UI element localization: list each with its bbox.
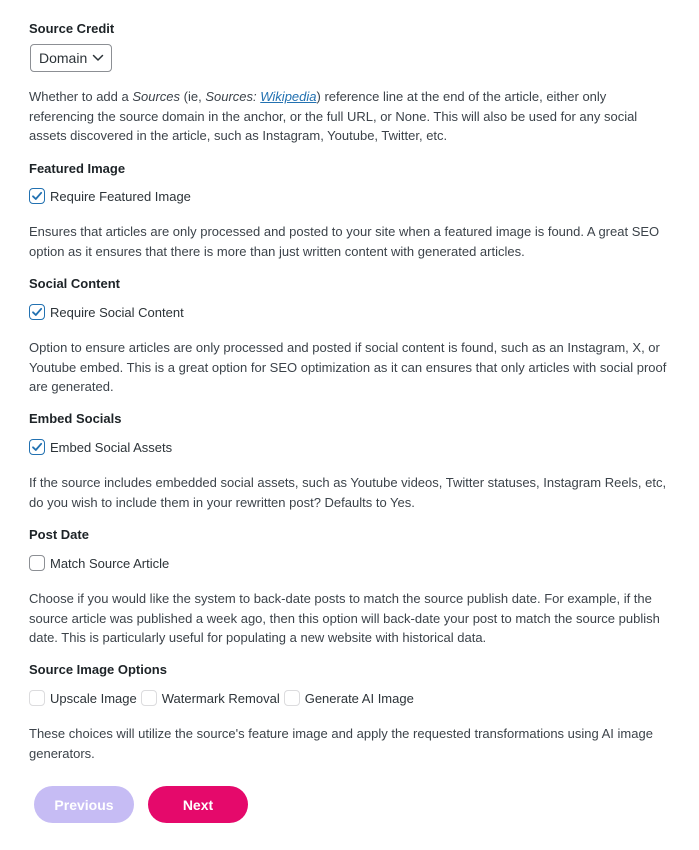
social-content-heading: Social Content <box>29 276 121 291</box>
source-credit-heading: Source Credit <box>29 21 115 36</box>
require-social-content-label: Require Social Content <box>50 304 184 320</box>
source-credit-description: Whether to add a Sources (ie, Sources: Wikipedia) reference line at the end of the article, either only referencing the source domain in the anchor, or the full URL, or None. This will also be used for any social assets discovered in the article, such as Instagram, Youtube, Twitter, etc. <box>29 89 638 143</box>
embed-social-assets-label: Embed Social Assets <box>50 439 173 455</box>
previous-button[interactable]: Previous <box>34 786 134 823</box>
generate-ai-image-label: Generate AI Image <box>304 690 414 706</box>
featured-image-heading: Featured Image <box>29 161 126 176</box>
checkmark-icon <box>31 306 43 318</box>
require-featured-image-label: Require Featured Image <box>50 188 191 204</box>
upscale-image-checkbox[interactable] <box>29 690 45 706</box>
embed-social-assets-checkbox[interactable] <box>29 439 45 455</box>
require-featured-image-checkbox[interactable] <box>29 188 45 204</box>
post-date-description: Choose if you would like the system to back-date posts to match the source publish date. For example, if the source article was published a week ago, then this option will back-date your post to match the source publish date. This is particularly useful for populating a new website with historical data. <box>29 591 660 645</box>
embed-socials-description: If the source includes embedded social assets, such as Youtube videos, Twitter statuses, Instagram Reels, etc, do you wish to include them in your rewritten post? Defaults to Yes. <box>29 475 667 510</box>
post-date-heading: Post Date <box>29 527 89 542</box>
checkmark-icon <box>31 441 43 453</box>
match-source-article-label: Match Source Article <box>50 555 170 571</box>
generate-ai-image-checkbox[interactable] <box>284 690 300 706</box>
checkmark-icon <box>31 190 43 202</box>
source-image-options-heading: Source Image Options <box>29 662 167 677</box>
watermark-removal-checkbox[interactable] <box>141 690 157 706</box>
source-credit-select-value: Domain <box>39 50 88 66</box>
next-button[interactable]: Next <box>148 786 248 823</box>
match-source-article-checkbox[interactable] <box>29 555 45 571</box>
require-social-content-checkbox[interactable] <box>29 304 45 320</box>
source-image-options-row <box>29 689 418 707</box>
embed-socials-heading: Embed Socials <box>29 411 122 426</box>
require-featured-image-option[interactable] <box>29 187 195 205</box>
match-source-article-option[interactable] <box>29 554 173 572</box>
chevron-down-icon <box>92 53 104 63</box>
watermark-removal-label: Watermark Removal <box>161 690 280 706</box>
embed-social-assets-option[interactable] <box>29 438 176 456</box>
require-social-content-option[interactable] <box>29 303 188 321</box>
featured-image-description: Ensures that articles are only processed and posted to your site when a featured image is found. A great SEO option as it ensures that there is more than just written content with generated articles. <box>29 224 660 259</box>
source-credit-select[interactable] <box>30 44 112 72</box>
source-image-options-description: These choices will utilize the source's feature image and apply the requested transformations using AI image generators. <box>29 726 653 761</box>
wikipedia-link[interactable]: Wikipedia <box>260 89 317 104</box>
social-content-description: Option to ensure articles are only processed and posted if social content is found, such as an Instagram, X, or Youtube embed. This is a great option for SEO optimization as it can ensures that only articles with social proof are generated. <box>29 340 667 394</box>
upscale-image-label: Upscale Image <box>50 690 137 706</box>
